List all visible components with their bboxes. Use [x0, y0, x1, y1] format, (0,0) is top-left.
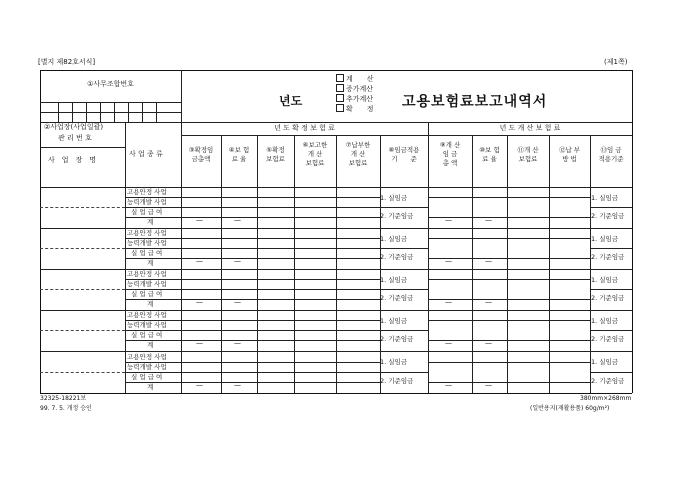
wage-option-actual[interactable]: 1. 실임금 — [380, 276, 408, 284]
col-reported-calc-premium: ⑥보고한 개 산 보험료 — [302, 141, 328, 167]
business-row: 고용안정 사업 — [127, 311, 167, 319]
business-type-label: 사 업 종 류 — [129, 150, 163, 158]
business-row-total: 계 — [147, 300, 154, 308]
business-row: 능력개발 사업 — [127, 198, 167, 206]
confirmed-premium-section: 년 도 확 정 보 험 료 — [274, 124, 335, 132]
wage-option-actual[interactable]: 1. 실임금 — [380, 235, 408, 243]
footer-form-code: 32325-18221보 — [40, 395, 87, 402]
business-row: 능력개발 사업 — [127, 239, 167, 247]
checkbox-calc[interactable] — [336, 74, 344, 82]
page-number-label: (제1쪽) — [604, 58, 628, 66]
wage-option-actual[interactable]: 1. 실임금 — [591, 276, 619, 284]
col-calc-wage-total: ⑨개 산 임 금 총 액 — [439, 141, 461, 167]
wage-option-base[interactable]: 2. 기준임금 — [591, 253, 625, 261]
business-row: 실 업 급 여 — [131, 208, 163, 216]
wage-option-base[interactable]: 2. 기준임금 — [380, 212, 414, 220]
wage-option-base[interactable]: 2. 기준임금 — [380, 377, 414, 385]
management-number-label: 관 리 번 호 — [58, 134, 92, 142]
business-row: 고용안정 사업 — [127, 353, 167, 361]
business-row: 고용안정 사업 — [127, 270, 167, 278]
col-confirmed-wage-total: ③확정임 금총액 — [188, 146, 214, 163]
checkbox-additional[interactable] — [336, 94, 344, 102]
workplace-label: ②사업장(사업일괄) — [44, 123, 104, 131]
business-row: 능력개발 사업 — [127, 321, 167, 329]
checkbox-confirmed[interactable] — [336, 104, 344, 112]
wage-option-actual[interactable]: 1. 실임금 — [380, 317, 408, 325]
wage-option-actual[interactable]: 1. 실임금 — [591, 235, 619, 243]
col-wage-basis: ⑧임금적용 기 준 — [388, 146, 420, 163]
business-row: 실 업 급 여 — [131, 249, 163, 257]
business-row-total: 계 — [147, 383, 154, 391]
wage-option-actual[interactable]: 1. 실임금 — [380, 358, 408, 366]
col-confirmed-premium: ⑤확정 보험료 — [266, 146, 285, 163]
col-payment-method: ⑫납 부 방 법 — [558, 146, 581, 163]
wage-option-base[interactable]: 2. 기준임금 — [380, 253, 414, 261]
wage-option-actual[interactable]: 1. 실임금 — [591, 317, 619, 325]
year-label: 년도 — [279, 94, 303, 108]
wage-option-base[interactable]: 2. 기준임금 — [591, 335, 625, 343]
business-row: 실 업 급 여 — [131, 373, 163, 381]
col-paid-calc-premium: ⑦납부한 개 산 보험료 — [345, 141, 371, 167]
wage-option-base[interactable]: 2. 기준임금 — [380, 335, 414, 343]
business-row-total: 계 — [147, 218, 154, 226]
office-number-label: ①사무조합번호 — [87, 80, 134, 88]
checkbox-increase[interactable] — [336, 84, 344, 92]
wage-option-actual[interactable]: 1. 실임금 — [591, 194, 619, 202]
wage-option-actual[interactable]: 1. 실임금 — [591, 358, 619, 366]
col-premium-rate: ④보 험 료 율 — [228, 146, 250, 163]
footer-paper-type: (일반용지(재활용품) 60g/m²) — [530, 405, 610, 412]
business-row: 고용안정 사업 — [127, 188, 167, 196]
business-row: 실 업 급 여 — [131, 331, 163, 339]
wage-option-actual[interactable]: 1. 실임금 — [380, 194, 408, 202]
wage-option-base[interactable]: 2. 기준임금 — [591, 294, 625, 302]
wage-option-base[interactable]: 2. 기준임금 — [380, 294, 414, 302]
business-row: 고용안정 사업 — [127, 229, 167, 237]
business-row: 능력개발 사업 — [127, 280, 167, 288]
business-row: 능력개발 사업 — [127, 363, 167, 371]
business-row: 실 업 급 여 — [131, 290, 163, 298]
workplace-name-label: 사 업 장 명 — [48, 156, 97, 164]
footer-paper-size: 380mm×268mm — [580, 395, 632, 402]
report-type-checkboxes[interactable]: 계 산 증가계산 추가계산 확 정 — [336, 74, 374, 114]
col-premium-rate-2: ⑩보 험 료 율 — [479, 146, 500, 163]
col-wage-basis-2: ⑬임 금 적용기준 — [598, 146, 624, 163]
wage-option-base[interactable]: 2. 기준임금 — [591, 212, 625, 220]
wage-option-base[interactable]: 2. 기준임금 — [591, 377, 625, 385]
form-title: 고용보험료보고내역서 — [402, 94, 548, 110]
footer-revision-date: 99. 7. 5. 개정 승인 — [40, 405, 92, 412]
business-row-total: 계 — [147, 341, 154, 349]
form-number-label: [별지 제82호서식] — [38, 58, 96, 66]
business-row-total: 계 — [147, 259, 154, 267]
col-calc-premium: ⑪개 산 보험료 — [517, 146, 539, 163]
calculated-premium-section: 년 도 개 산 보 험 료 — [499, 124, 561, 132]
